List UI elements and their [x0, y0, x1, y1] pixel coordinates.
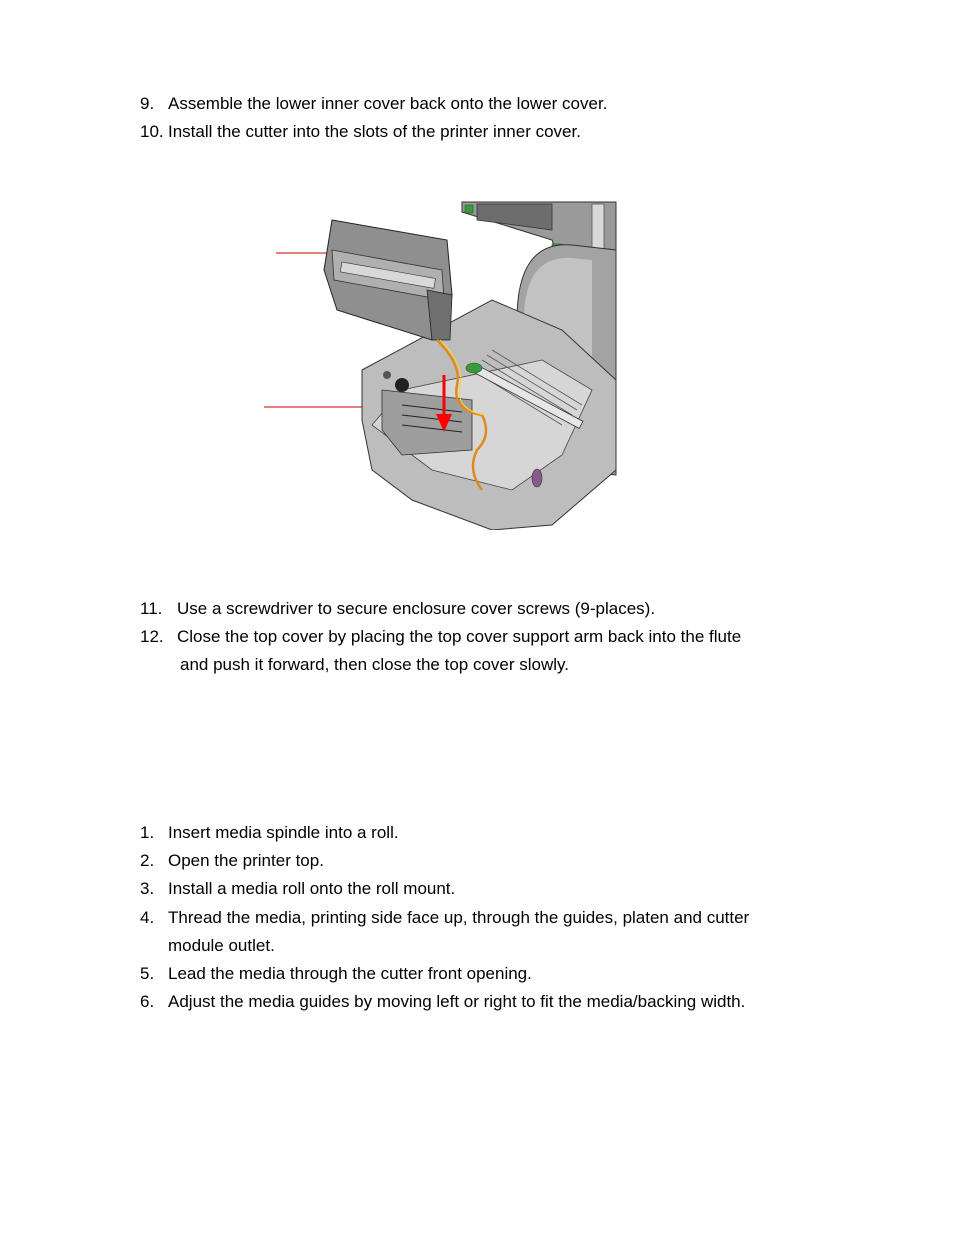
step-number: 9. — [140, 94, 155, 113]
step-number: 4. — [140, 908, 155, 927]
step-12 — [140, 626, 741, 648]
step-text: Close the top cover by placing the top cover support arm back into the flute — [177, 627, 742, 646]
step-6 — [140, 991, 745, 1013]
step-9 — [140, 93, 607, 115]
step-5 — [140, 963, 532, 985]
step-10 — [140, 121, 581, 143]
step-4-continuation: module outlet. — [168, 936, 275, 955]
step-number: 1. — [140, 823, 155, 842]
gear-icon — [395, 378, 409, 392]
step-3 — [140, 878, 455, 900]
step-text: Insert media spindle into a roll. — [168, 823, 399, 842]
green-latch — [466, 363, 482, 373]
cutter-installation-illustration — [262, 200, 618, 530]
step-12-continuation: and push it forward, then close the top cover slowly. — [180, 655, 569, 674]
step-number: 11. — [140, 599, 163, 618]
step-text: Thread the media, printing side face up, through the guides, platen and cutter — [168, 908, 750, 927]
step-text: Use a screwdriver to secure enclosure cover screws (9-places). — [177, 599, 656, 618]
step-number: 12. — [140, 627, 164, 646]
step-text: Lead the media through the cutter front opening. — [168, 964, 532, 983]
step-4 — [140, 907, 749, 929]
step-number: 10. — [140, 122, 164, 141]
step-number: 2. — [140, 851, 155, 870]
green-latch — [465, 205, 473, 213]
step-1 — [140, 822, 399, 844]
step-11 — [140, 598, 655, 620]
step-text: Install the cutter into the slots of the printer inner cover. — [168, 122, 581, 141]
step-text: Install a media roll onto the roll mount. — [168, 879, 456, 898]
side-knob — [532, 469, 542, 487]
step-number: 5. — [140, 964, 155, 983]
step-number: 3. — [140, 879, 155, 898]
step-text: Open the printer top. — [168, 851, 324, 870]
step-2 — [140, 850, 324, 872]
step-number: 6. — [140, 992, 155, 1011]
step-text: Adjust the media guides by moving left or right to fit the media/backing width. — [168, 992, 746, 1011]
step-text: Assemble the lower inner cover back onto the lower cover. — [168, 94, 608, 113]
